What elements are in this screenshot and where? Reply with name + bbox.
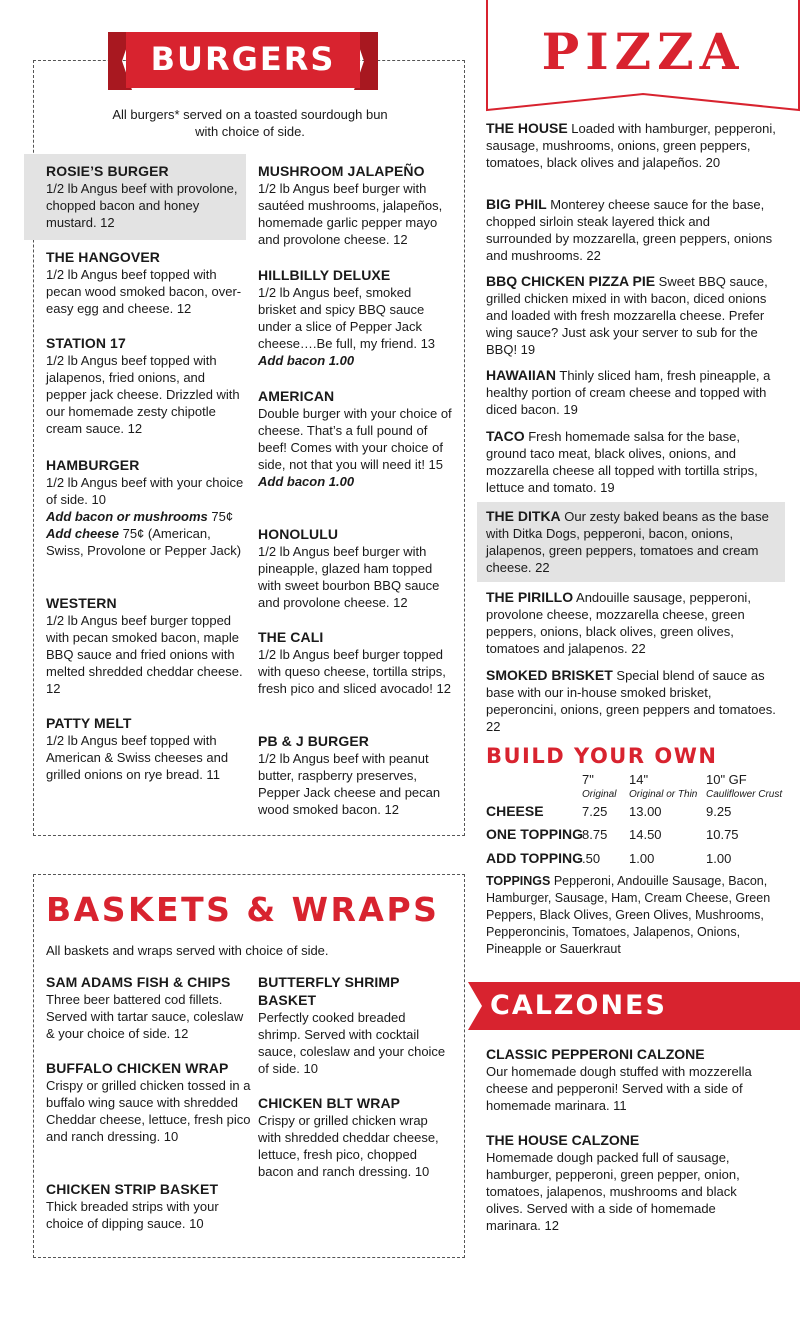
pizza-name: THE PIRILLO [486, 589, 574, 605]
basket-name: CHICKEN BLT WRAP [258, 1095, 401, 1111]
burgers-intro [60, 106, 440, 140]
byo-size-7: 7" [582, 772, 594, 787]
pizza-name: BIG PHIL [486, 196, 547, 212]
byo-price: 10.75 [706, 827, 739, 842]
burger-desc: 1/2 lb Angus beef burger topped with pecan smoked bacon, maple BBQ sauce and fried onions with melted shredded cheddar cheese. 12 [46, 613, 243, 696]
burger-desc: 1/2 lb Angus beef topped with American & Swiss cheeses and grilled onions on rye bread. 11 [46, 733, 229, 782]
byo-row-label: ADD TOPPING [486, 850, 583, 866]
burger-addon-price: 75¢ [207, 509, 234, 524]
burger-name: STATION 17 [46, 335, 126, 351]
byo-price: 1.00 [706, 851, 732, 866]
pizza-desc: Thinly sliced ham, fresh pineapple, a healthy portion of cream cheese and topped with diced bacon. 19 [486, 368, 771, 417]
burger-name: MUSHROOM JALAPEÑO [258, 163, 425, 179]
byo-note-original: Original [582, 789, 617, 800]
pizza-item-big-phil [486, 196, 776, 264]
burger-name: THE CALI [258, 629, 324, 645]
burger-name: THE HANGOVER [46, 249, 160, 265]
byo-price: 13.00 [629, 804, 662, 819]
pizza-desc: Monterey cheese sauce for the base, chopped sirloin steak layered thick and surrounded by mozzarella, green peppers, onions and mushrooms. 22 [486, 197, 773, 263]
calzone-desc: Homemade dough packed full of sausage, hamburger, pepperoni, green pepper, onion, tomatoes, jalapenos, mushrooms and black olives. Served with a side of homemade marinara. 12 [486, 1150, 740, 1233]
burger-name: WESTERN [46, 595, 117, 611]
byo-price: 14.50 [629, 827, 662, 842]
burger-item-hillbilly [258, 266, 453, 369]
pizza-desc: Our zesty baked beans as the base with Ditka Dogs, pepperoni, bacon, onions, jalapenos, green peppers, tomatoes and cream cheese. 22 [486, 509, 769, 575]
burger-desc: 1/2 lb Angus beef with peanut butter, raspberry preserves, Pepper Jack cheese and pecan wood smoked bacon. 12 [258, 751, 441, 817]
basket-item-fish-chips [46, 973, 251, 1042]
pizza-item-pirillo [486, 589, 776, 657]
byo-size-14: 14" [629, 772, 649, 787]
pizza-item-hawaiian [486, 367, 776, 418]
pizza-item-smoked-brisket [486, 667, 776, 735]
byo-price: 7.25 [582, 804, 608, 819]
calzone-item-pepperoni [486, 1046, 766, 1114]
burger-addon: Add bacon or mushrooms [46, 509, 208, 524]
burger-desc: 1/2 lb Angus beef burger with pineapple, glazed ham topped with sweet bourbon BBQ sauce and provolone cheese. 12 [258, 544, 440, 610]
basket-name: SAM ADAMS FISH & CHIPS [46, 974, 231, 990]
burger-name: AMERICAN [258, 388, 335, 404]
basket-item-buffalo-wrap [46, 1059, 251, 1145]
pizza-desc: Loaded with hamburger, pepperoni, sausage, mushrooms, onions, green peppers, tomatoes, black olives and jalapeños. 20 [486, 121, 776, 170]
burger-item-hamburger [46, 456, 246, 559]
burgers-title: BURGERS [150, 40, 336, 78]
pizza-name: TACO [486, 428, 525, 444]
burgers-intro-line2: with choice of side. [195, 124, 305, 139]
burger-name: PATTY MELT [46, 715, 132, 731]
baskets-intro: All baskets and wraps served with choice of side. [46, 943, 329, 958]
burger-item-western [46, 594, 246, 697]
byo-note-cauliflower: Cauliflower Crust [706, 789, 783, 800]
pizza-item-ditka [486, 508, 776, 576]
calzones-title: CALZONES [490, 990, 667, 1021]
burger-item-rosies [46, 162, 241, 231]
calzone-name: THE HOUSE CALZONE [486, 1132, 640, 1148]
burger-desc: 1/2 lb Angus beef with your choice of side. 10 [46, 475, 244, 507]
basket-desc: Three beer battered cod fillets. Served with tartar sauce, coleslaw & your choice of side. 12 [46, 992, 244, 1041]
burger-item-american [258, 387, 453, 490]
byo-note-thin: Original or Thin [629, 789, 698, 800]
burger-name: HILLBILLY DELUXE [258, 267, 391, 283]
burger-desc: 1/2 lb Angus beef burger with sautéed mushrooms, jalapeños, homemade garlic pepper mayo and provolone cheese. 12 [258, 181, 443, 247]
burgers-intro-line1: All burgers* served on a toasted sourdough bun [112, 107, 388, 122]
burger-name: PB & J BURGER [258, 733, 369, 749]
burger-name: HAMBURGER [46, 457, 140, 473]
burger-item-station17 [46, 334, 246, 437]
pizza-item-taco [486, 428, 776, 496]
basket-item-shrimp [258, 973, 448, 1077]
baskets-title: BASKETS & WRAPS [46, 890, 440, 929]
burger-desc: 1/2 lb Angus beef with provolone, chopped bacon and honey mustard. 12 [46, 181, 238, 230]
burger-desc: 1/2 lb Angus beef topped with jalapenos, fried onions, and pepper jack cheese. Drizzled with our homemade zesty chipotle cream sauce. 12 [46, 353, 240, 436]
burger-addon: Add bacon 1.00 [258, 353, 355, 368]
burger-item-mushroom-jalapeno [258, 162, 453, 248]
pizza-banner [486, 0, 800, 112]
basket-desc: Perfectly cooked breaded shrimp. Served with cocktail sauce, coleslaw and your choice of side. 10 [258, 1010, 446, 1076]
basket-desc: Crispy or grilled chicken tossed in a buffalo wing sauce with shredded Cheddar cheese, lettuce, fresh pico and ranch dressing. 10 [46, 1078, 251, 1144]
toppings-list [486, 873, 776, 958]
basket-desc: Thick breaded strips with your choice of dipping sauce. 10 [46, 1199, 219, 1231]
pizza-desc: Fresh homemade salsa for the base, ground taco meat, black olives, onions, and mozzarella cheese all topped with tortilla strips, lettuce and tomato. 19 [486, 429, 758, 495]
byo-size-10gf: 10" GF [706, 772, 747, 787]
burger-name: ROSIE’S BURGER [46, 163, 169, 179]
basket-item-chicken-strip [46, 1180, 251, 1232]
pizza-desc: Special blend of sauce as base with our in-house smoked brisket, peperoncini, onions, green peppers and tomatoes. 22 [486, 668, 776, 734]
burger-name: HONOLULU [258, 526, 339, 542]
basket-desc: Crispy or grilled chicken wrap with shredded cheddar cheese, lettuce, fresh pico, chopped bacon and ranch dressing. 10 [258, 1113, 439, 1179]
calzone-name: CLASSIC PEPPERONI CALZONE [486, 1046, 705, 1062]
burger-item-the-cali [258, 628, 453, 697]
burger-item-pbj [258, 732, 453, 818]
calzone-desc: Our homemade dough stuffed with mozzerella cheese and pepperoni! Served with a side of homemade marinara. 11 [486, 1064, 752, 1113]
basket-name: CHICKEN STRIP BASKET [46, 1181, 219, 1197]
pizza-desc: Andouille sausage, pepperoni, provolone cheese, mozzarella cheese, green peppers, onions, black olives, green olives, tomatoes and jalapenos. 22 [486, 590, 751, 656]
burger-desc: 1/2 lb Angus beef burger topped with queso cheese, tortilla strips, fresh pico and sliced avocado! 12 [258, 647, 451, 696]
pizza-desc: Sweet BBQ sauce, grilled chicken mixed in with bacon, diced onions and loaded with fresh mozzarella cheese. Prefer wing sauce? Just ask your server to sub for the BBQ! 19 [486, 274, 768, 357]
burger-desc: Double burger with your choice of cheese. That’s a full pound of beef! Comes with your choice of side, not that you will need it! 15 [258, 406, 452, 472]
pizza-item-bbq-chicken [486, 273, 776, 358]
calzone-item-house [486, 1132, 766, 1234]
byo-price: 8.75 [582, 827, 608, 842]
pizza-title: PIZZA [541, 22, 745, 81]
pizza-name: THE DITKA [486, 508, 561, 524]
basket-name: BUFFALO CHICKEN WRAP [46, 1060, 229, 1076]
pizza-name: THE HOUSE [486, 120, 568, 136]
toppings-label: TOPPINGS [486, 874, 551, 888]
pizza-name: BBQ CHICKEN PIZZA PIE [486, 273, 656, 289]
pizza-name: SMOKED BRISKET [486, 667, 613, 683]
burger-item-patty-melt [46, 714, 246, 783]
basket-name: BUTTERFLY SHRIMP BASKET [258, 974, 400, 1008]
burger-addon: Add cheese [46, 526, 119, 541]
byo-title: BUILD YOUR OWN [486, 744, 718, 768]
byo-row-label: CHEESE [486, 803, 544, 819]
calzones-banner [468, 982, 800, 1030]
basket-item-blt-wrap [258, 1094, 453, 1180]
burger-item-hangover [46, 248, 246, 317]
burger-desc: 1/2 lb Angus beef topped with pecan wood smoked bacon, over-easy egg and cheese. 12 [46, 267, 242, 316]
byo-row-label: ONE TOPPING [486, 826, 583, 842]
burger-addon: Add bacon 1.00 [258, 474, 355, 489]
pizza-name: HAWAIIAN [486, 367, 556, 383]
pizza-item-the-house [486, 120, 776, 171]
burger-desc: 1/2 lb Angus beef, smoked brisket and spicy BBQ sauce under a slice of Pepper Jack cheese….Be full, my friend. 13 [258, 285, 436, 351]
byo-price: 1.00 [629, 851, 655, 866]
burger-addon-detail: 75¢ (American, Swiss, Provolone or Pepper Jack) [46, 526, 242, 558]
byo-price: .50 [582, 851, 601, 866]
toppings-text: Pepperoni, Andouille Sausage, Bacon, Hamburger, Sausage, Ham, Cream Cheese, Green Peppers, Black Olives, Green Olives, Mushrooms, Pepperoncinis, Tomatoes, Jalapenos, Onions, Pineapple or Sauerkraut [486, 874, 771, 956]
burger-item-honolulu [258, 525, 453, 611]
byo-price: 9.25 [706, 804, 732, 819]
burgers-banner [108, 28, 378, 90]
